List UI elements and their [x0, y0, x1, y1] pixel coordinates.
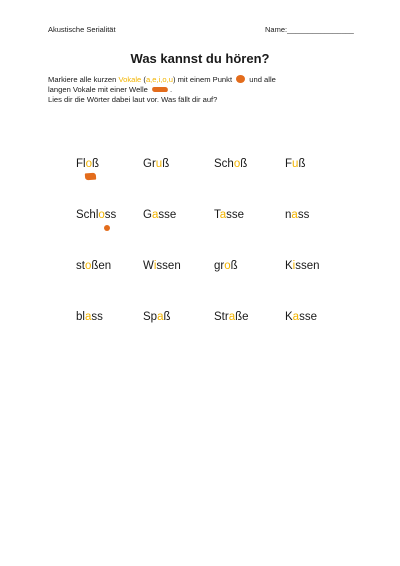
word-item [285, 311, 317, 323]
word-item [285, 209, 309, 221]
word-part: ss [104, 209, 117, 221]
subject-label: Akustische Serialität [48, 25, 116, 34]
word-part: K [285, 311, 293, 323]
word-item [214, 260, 238, 272]
word-part: ß [163, 311, 171, 323]
vowel-letter: a [292, 311, 300, 323]
word-part: T [214, 209, 220, 221]
wave-mark-icon [151, 87, 168, 92]
vowel-letter: a [84, 311, 92, 323]
word-part: sse [158, 209, 177, 221]
word-part: Sp [143, 311, 158, 323]
vowel-letter: i [153, 260, 157, 272]
word-part: W [143, 260, 154, 272]
instructions [48, 75, 368, 105]
word-grid [76, 158, 366, 362]
word-part: bl [76, 311, 85, 323]
word-part: st [76, 260, 85, 272]
word-row [76, 260, 366, 311]
short-vowel-dot-icon [104, 225, 110, 231]
word-item [143, 158, 169, 170]
word-item [214, 209, 244, 221]
word-part: F [285, 158, 293, 170]
word-item [76, 260, 111, 272]
word-part: K [285, 260, 293, 272]
word-item [214, 158, 247, 170]
word-part: ß [230, 260, 238, 272]
word-part: Schl [76, 209, 99, 221]
instruction-text: . [170, 85, 173, 94]
word-part: Str [214, 311, 229, 323]
vowel-letter: o [98, 209, 105, 221]
word-part: n [285, 209, 292, 221]
word-part: ß [298, 158, 306, 170]
vowel-letter: a [228, 311, 236, 323]
vokale-word: Vokale [118, 75, 142, 84]
word-item [143, 311, 171, 323]
word-item [76, 158, 99, 170]
word-item [285, 260, 320, 272]
vowel-letter: u [155, 158, 163, 170]
word-part: ß [240, 158, 248, 170]
word-item [76, 311, 103, 323]
word-row [76, 311, 366, 362]
vowel-letter: a [151, 209, 159, 221]
vowel-letter: i [292, 260, 296, 272]
word-part: ß [92, 158, 100, 170]
instruction-text: Lies dir die Wörter dabei laut vor. Was fällt dir auf? [48, 95, 218, 104]
vowel-letter: u [292, 158, 299, 170]
word-row [76, 158, 366, 209]
word-part: ßen [91, 260, 112, 272]
word-part: G [143, 209, 152, 221]
word-item [143, 209, 176, 221]
word-part: ssen [295, 260, 320, 272]
vowel-letter: a [219, 209, 227, 221]
page-title: Was kannst du hören? [130, 51, 270, 66]
instruction-text: mit einem Punkt [175, 75, 235, 84]
word-item [285, 158, 305, 170]
word-item [143, 260, 181, 272]
instruction-text: Markiere alle kurzen [48, 75, 119, 84]
vowel-letter: o [85, 158, 92, 170]
word-row [76, 209, 366, 260]
vowel-list: a,e,i,o,u [145, 75, 173, 84]
word-item [76, 209, 116, 221]
word-part: sse [226, 209, 245, 221]
word-part: ß [162, 158, 170, 170]
word-part: ssen [156, 260, 181, 272]
word-part: ss [91, 311, 103, 323]
word-part: ße [235, 311, 249, 323]
instruction-text: und alle [247, 75, 276, 84]
word-part: ss [297, 209, 310, 221]
long-vowel-wave-icon [85, 173, 96, 181]
instruction-text: langen Vokale mit einer Welle [48, 85, 151, 94]
name-field-label: Name:________________ [265, 25, 354, 34]
vowel-letter: a [291, 209, 298, 221]
instruction-text: ( [141, 75, 146, 84]
vowel-letter: o [224, 260, 231, 272]
vowel-letter: o [84, 260, 92, 272]
vowel-letter: o [233, 158, 241, 170]
dot-mark-icon [236, 75, 245, 83]
word-part: sse [299, 311, 317, 323]
word-part: Fl [76, 158, 86, 170]
instruction-text: ) [172, 75, 176, 84]
vowel-letter: a [157, 311, 164, 323]
word-part: Sch [214, 158, 234, 170]
word-part: gr [214, 260, 225, 272]
word-part: Gr [143, 158, 156, 170]
word-item [214, 311, 249, 323]
